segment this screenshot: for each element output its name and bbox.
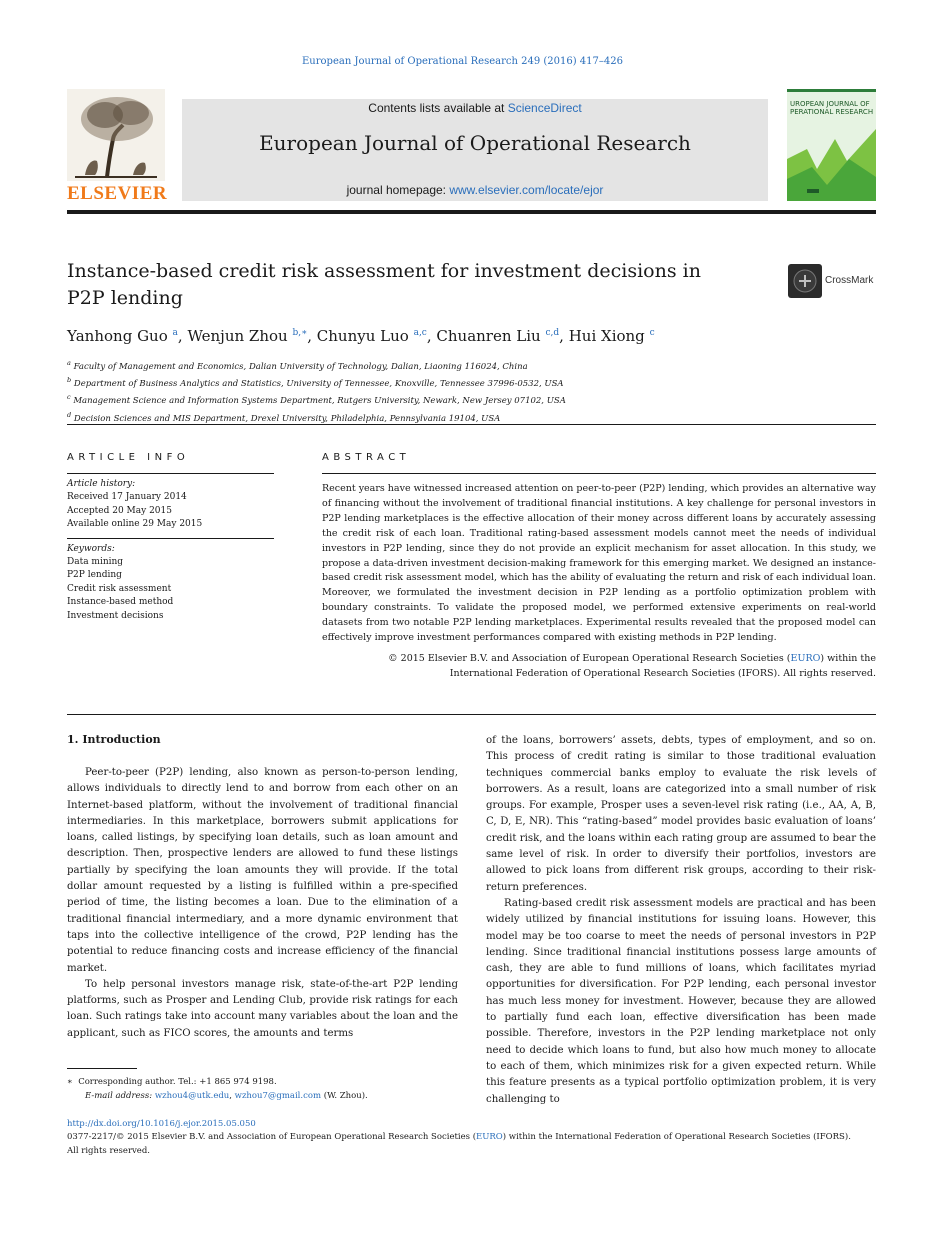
author-1: Yanhong Guo $^a$, (67, 327, 188, 345)
affiliation-d: $^d$ Decision Sciences and MIS Department, Drexel University, Philadelphia, Pennsylvania 19104, USA (67, 410, 501, 424)
abstract-copyright: © 2015 Elsevier B.V. and Association of European Operational Research Societies (EURO) within the International Federation of Operational Research Societies (IFORS). All rights reserved. (388, 652, 876, 679)
contents-line (182, 99, 768, 115)
history-label: Article history: (67, 479, 136, 489)
author-3-affil[interactable]: a,c (413, 328, 427, 338)
keywords (67, 543, 274, 623)
article-info (67, 452, 274, 623)
euro-link-footer[interactable]: EURO (476, 1132, 503, 1143)
homepage-link[interactable]: www.elsevier.com/locate/ejor (449, 183, 604, 197)
keyword-item: Instance-based method (67, 597, 174, 608)
journal-title: European Journal of Operational Research (259, 131, 691, 155)
section-heading: 1. Introduction (67, 733, 161, 746)
keywords-rule (67, 538, 274, 539)
affiliation-b: $^b$ Department of Business Analytics and Statistics, University of Tennessee, Knoxville, Tennessee 37996-0532, USA (67, 376, 564, 390)
issn-line: 0377-2217/© 2015 Elsevier B.V. and Association of European Operational Research Societies (EURO) within the International Federation of Operational Research Societies (IFORS). (67, 1132, 851, 1143)
abstract-divider (67, 714, 876, 715)
article-info-rule (67, 473, 274, 474)
doi-link[interactable]: http://dx.doi.org/10.1016/j.ejor.2015.05.050 (67, 1119, 256, 1129)
cover-title-1: UROPEAN JOURNAL OF (790, 100, 870, 108)
crossmark-badge[interactable] (788, 264, 878, 298)
abstract-rule (322, 473, 876, 474)
crossmark-icon (788, 264, 822, 298)
history-accepted: Accepted 20 May 2015 (67, 505, 172, 516)
email-note: E-mail address: wzhou4@utk.edu, wzhou7@gmail.com (W. Zhou). (85, 1091, 368, 1101)
history-received: Received 17 January 2014 (67, 492, 187, 503)
crossmark-label: CrossMark (825, 275, 874, 286)
footnotes (67, 1075, 458, 1103)
cover-graphic (787, 89, 876, 201)
affiliation-list (67, 357, 876, 426)
body-column-left (67, 765, 458, 1042)
body-paragraph: Peer-to-peer (P2P) lending, also known as person-to-person lending, allows individuals to directly lend to and borrow from each other on an Internet-based platform, without the involvement of traditional financial intermediaries. In this marketplace, borrowers submit applications for loans, called listings, by specifying loan details, such as loan amount and description. Then, prospective lenders are allowed to fund these listings partially by specifying the loan amounts they will provide. If the total dollar amount requested by a listing is fulfilled within a pre-specified period of time, the listing becomes a loan. Due to the elimination of a traditional financial intermediary, and a more dynamic environment that taps into the collective intelligence of the crowd, P2P lending has the potential to reduce financing costs and increase efficiency of the financial market. (67, 767, 458, 974)
email-link-1[interactable]: wzhou4@utk.edu (154, 1091, 230, 1101)
footnote-rule (67, 1068, 137, 1069)
author-4-affil[interactable]: c,d (545, 328, 560, 338)
abstract-heading: ABSTRACT (322, 452, 411, 463)
keywords-label: Keywords: (67, 543, 115, 554)
contents-prefix: Contents lists available at (368, 101, 508, 115)
keyword-item: Investment decisions (67, 610, 164, 621)
author-1-affil[interactable]: a (172, 328, 178, 338)
masthead-rule (67, 210, 876, 214)
masthead-band (182, 99, 768, 201)
paper-title: Instance-based credit risk assessment for investment decisions in P2P lending (67, 260, 701, 309)
homepage-prefix: journal homepage: (346, 183, 450, 197)
article-history (67, 478, 274, 532)
abstract-text: Recent years have witnessed increased attention on peer-to-peer (P2P) lending, which provides an alternative way of financing without the involvement of traditional financial institutions. A key challenge for personal investors in P2P lending marketplaces is the effective allocation of their money across different loans by accurately assessing the credit risk of each loan. Traditional rating-based assessment models cannot meet the needs of individual investors in P2P lending, since they do not provide an explicit mechanism for asset allocation. In this study, we propose a data-driven investment decision-making framework for this emerging market. We designed an instance-based credit risk assessment model, which has the ability of evaluating the return and risk of each individual loan. Moreover, we formulated the investment decision in P2P lending as a portfolio optimization problem with boundary constraints. To validate the proposed model, we performed extensive experiments on real-world datasets from two notable P2P lending marketplaces. Experimental results revealed that the proposed model can effectively improve investment performances compared with existing methods in P2P lending. (322, 483, 876, 644)
affiliation-c: $^c$ Management Science and Information Systems Department, Rutgers University, Newark, New Jersey 07102, USA (67, 393, 566, 407)
elsevier-wordmark: ELSEVIER (67, 183, 168, 204)
journal-reference[interactable]: European Journal of Operational Research 249 (2016) 417–426 (302, 56, 623, 67)
history-online: Available online 29 May 2015 (67, 519, 203, 530)
rights-line: All rights reserved. (67, 1145, 150, 1156)
euro-link[interactable]: EURO (790, 652, 821, 664)
keyword-item: P2P lending (67, 570, 122, 581)
author-4: Chuanren Liu $^{c,d}$, (436, 327, 569, 345)
journal-masthead (67, 89, 876, 211)
sciencedirect-link[interactable]: ScienceDirect (507, 101, 582, 115)
author-2-affil[interactable]: b,∗ (292, 328, 308, 338)
journal-cover-thumbnail[interactable] (787, 89, 876, 201)
homepage-line (182, 183, 768, 197)
cover-title-2: PERATIONAL RESEARCH (790, 108, 874, 116)
author-list (67, 327, 876, 345)
author-3: Chunyu Luo $^{a,c}$, (316, 327, 437, 345)
author-5: Hui Xiong $^c$ (568, 327, 655, 345)
body-column-right (486, 733, 876, 1108)
corresponding-author-note: ∗ Corresponding author. Tel.: +1 865 974 9198. (67, 1077, 277, 1087)
article-info-heading: ARTICLE INFO (67, 452, 190, 463)
keyword-item: Data mining (67, 557, 124, 568)
abstract-section (322, 452, 876, 682)
affiliation-a: $^a$ Faculty of Management and Economics, Dalian University of Technology, Dalian, Liaoning 116024, China (67, 359, 528, 372)
body-paragraph: of the loans, borrowers’ assets, debts, types of employment, and so on. This process of credit rating is similar to those traditional evaluation techniques commercial banks employ to evaluate the risk levels of borrowers. As a result, loans are categorized into a small number of risk groups. For example, Prosper uses a seven-level risk rating (i.e., AA, A, B, C, D, E, NR). This “rating-based” model provides basic evaluation of loans’ credit risk, and the loans within each rating group are assumed to bear the same level of risk. In order to diversify their portfolios, investors are allowed to pick loans from different risk groups, according to their risk-return preferences. (486, 735, 876, 893)
body-paragraph: To help personal investors manage risk, state-of-the-art P2P lending platforms, such as Prosper and Lending Club, provide risk ratings for each loan. Such ratings take into account many variables about the loan and the applicant, such as FICO scores, the amounts and terms (67, 978, 458, 1039)
body-paragraph: Rating-based credit risk assessment models are practical and has been widely utilized by financial institutions for issuing loans. However, this model may be too coarse to meet the needs of personal investors in P2P lending. Since traditional financial institutions possess large amounts of cash, they are able to fund millions of loans, which facilitates myriad opportunities for diversification. For P2P lending, each personal investor has much less money for investment. However, because they are allowed to partially fund each loan, effective diversification has been made possible. Therefore, investors in the P2P lending marketplace not only need to decide which loans to fund, but also how much money to allocate to each of them, which minimizes risk for a given expected return. While this feature presents as a typical portfolio optimization problem, it is very challenging to (486, 897, 876, 1105)
keyword-item: Credit risk assessment (67, 583, 172, 594)
email-link-2[interactable]: wzhou7@gmail.com (234, 1091, 322, 1101)
author-2: Wenjun Zhou $^{b,∗}$, (187, 327, 317, 345)
author-5-affil[interactable]: c (649, 328, 655, 338)
doi-block (67, 1118, 876, 1158)
header-divider (67, 424, 876, 425)
